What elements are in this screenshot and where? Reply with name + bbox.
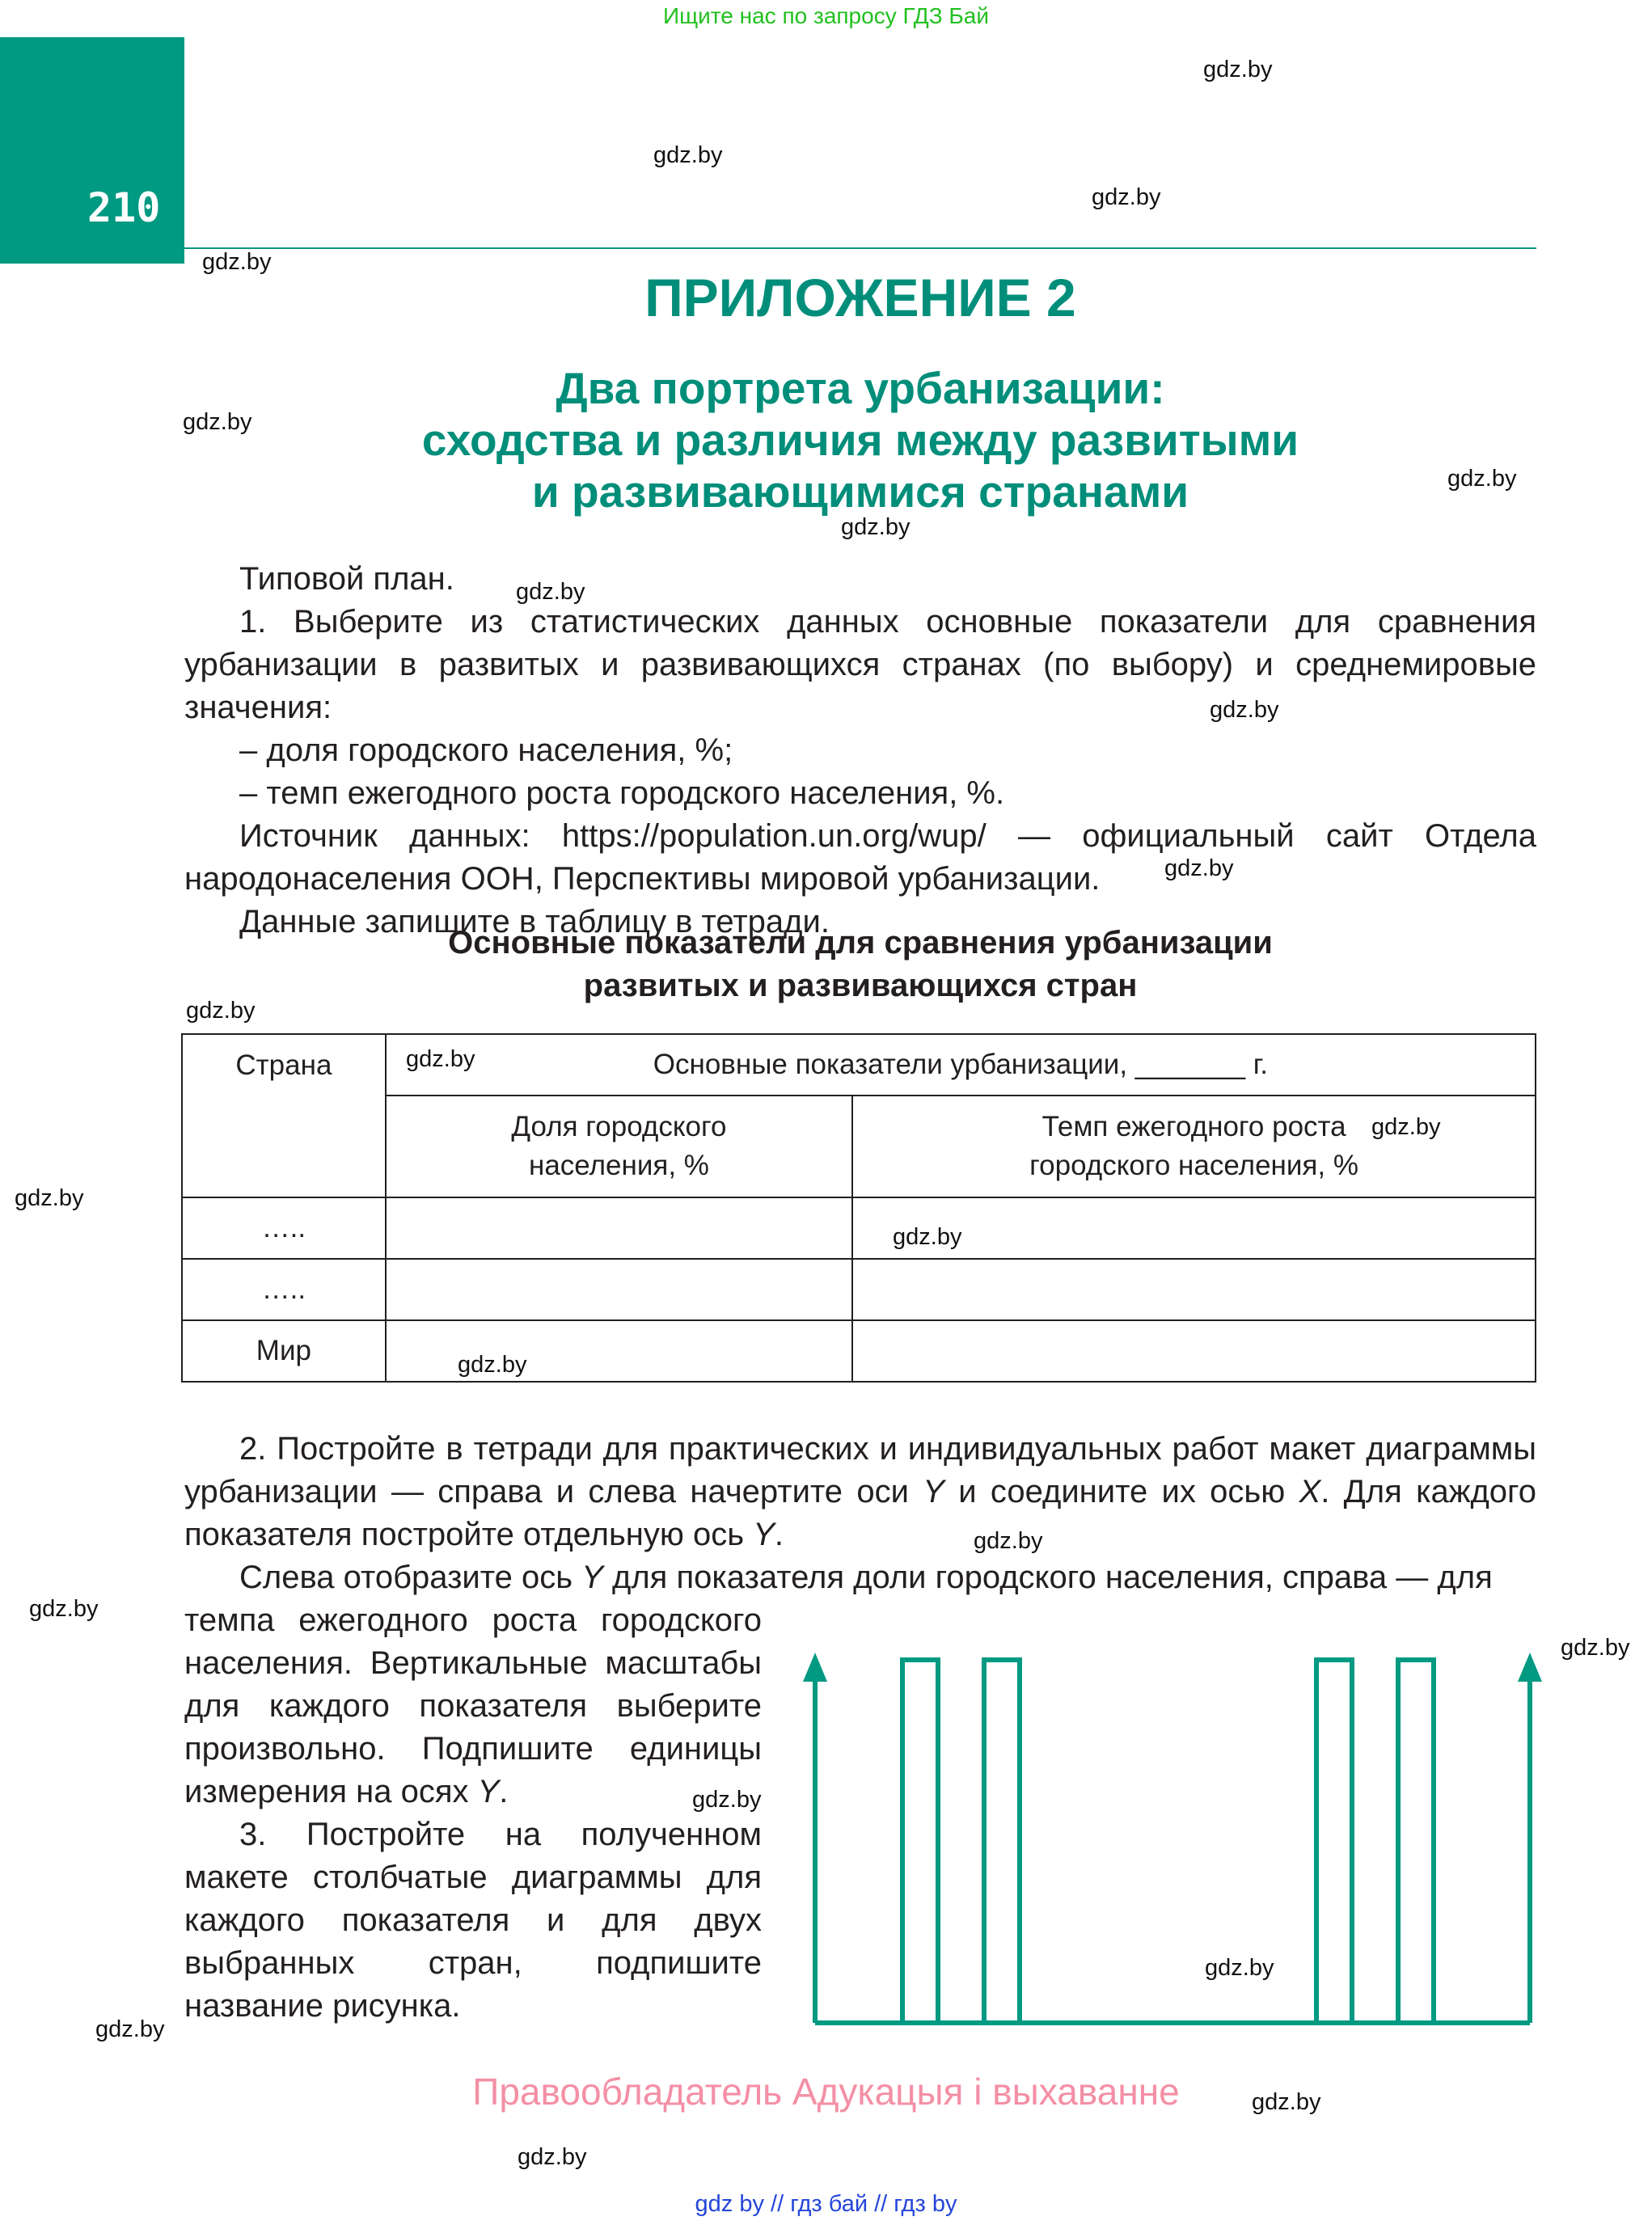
narrow-column — [184, 1599, 762, 2028]
watermark: gdz.by — [692, 1787, 762, 1813]
row-cell — [386, 1259, 852, 1320]
row-country: ….. — [182, 1197, 386, 1259]
step-2-continued: темпа ежегодного роста городского населения. Вертикальные масштабы для каждого показателя выберите произвольно. Подпишите единицы измерения на осях Y. — [184, 1602, 762, 1809]
header-urban-growth-line: городского населения, % — [1029, 1150, 1358, 1181]
write-instruction: Данные запишите в таблицу в тетради. — [239, 904, 830, 939]
step-1: 1. Выберите из статистических данных основные показатели для сравнения урбанизации в развитых и развивающихся странах (по выбору) и среднемировые значения: — [184, 604, 1536, 725]
subheading-line: и развивающимися странами — [531, 467, 1189, 517]
watermark: gdz.by — [1371, 1114, 1441, 1140]
header-rule — [184, 247, 1536, 249]
arrow-up-icon — [1518, 1653, 1542, 1682]
table-row — [182, 1259, 1536, 1320]
table-row — [182, 1320, 1536, 1382]
watermark: gdz.by — [202, 249, 272, 275]
watermark: gdz.by — [1092, 184, 1161, 210]
bar-outline — [984, 1660, 1020, 2023]
watermark: gdz.by — [406, 1046, 475, 1072]
watermark: gdz.by — [518, 2144, 587, 2170]
urbanization-table — [181, 1033, 1536, 1383]
watermark: gdz.by — [183, 409, 252, 435]
step-3: 3. Постройте на полученном макете столбчатые диаграммы для каждого показателя и для двух выбранных стран, подпишите название рисунка. — [184, 1817, 762, 2024]
watermark: gdz.by — [29, 1596, 99, 1622]
header-urban-growth-line: Темп ежегодного роста — [1041, 1111, 1346, 1142]
watermark: gdz.by — [974, 1528, 1043, 1554]
plan-label: Типовой план. — [239, 561, 454, 597]
table-caption-line: развитых и развивающихся стран — [583, 968, 1138, 1003]
watermark: gdz.by — [1203, 57, 1273, 82]
row-cell — [852, 1197, 1536, 1259]
row-country: Мир — [182, 1320, 386, 1382]
arrow-up-icon — [803, 1653, 827, 1682]
top-note[interactable]: Ищите нас по запросу ГДЗ Бай — [662, 3, 990, 28]
bullet-rate: – темп ежегодного роста городского населения, %. — [239, 775, 1005, 811]
row-country: ….. — [182, 1259, 386, 1320]
header-urban-share-line: Доля городского — [511, 1111, 727, 1142]
page-number: 210 — [87, 184, 161, 231]
row-cell — [852, 1259, 1536, 1320]
step-2-text — [184, 1428, 1536, 1599]
diagram-layout — [801, 1649, 1544, 2037]
watermark: gdz.by — [1210, 697, 1279, 723]
step-2-left-axis: Слева отобразите ось Y для показателя доли городского населения, справа — для — [239, 1560, 1493, 1595]
table-caption-line: Основные показатели для сравнения урбанизации — [448, 925, 1273, 961]
data-source: Источник данных: https://population.un.org/wup/ — официальный сайт Отдела народонаселения ООН, Перспективы мировой урбанизации. — [184, 818, 1536, 897]
watermark: gdz.by — [1164, 855, 1234, 881]
watermark: gdz.by — [1205, 1955, 1274, 1981]
step-2: 2. Постройте в тетради для практических и индивидуальных работ макет диаграммы урбанизации — справа и слева начертите оси Y и соедините их осью X. Для каждого показателя постройте отдельную ось Y. — [184, 1431, 1536, 1552]
header-urban-share — [386, 1096, 852, 1197]
subheading-line: Два портрета урбанизации: — [556, 363, 1165, 413]
plan-text — [184, 558, 1536, 944]
table-caption — [184, 922, 1536, 1007]
watermark: gdz.by — [1252, 2089, 1321, 2115]
watermark: gdz.by — [15, 1185, 84, 1211]
header-country: Страна — [182, 1034, 386, 1197]
watermark: gdz.by — [893, 1224, 962, 1250]
row-cell — [386, 1320, 852, 1382]
bar-outline — [1316, 1660, 1352, 2023]
watermark: gdz.by — [186, 998, 256, 1024]
row-cell — [852, 1320, 1536, 1382]
appendix-heading: ПРИЛОЖЕНИЕ 2 — [644, 268, 1076, 327]
watermark: gdz.by — [95, 2016, 165, 2042]
watermark: gdz.by — [1561, 1635, 1630, 1661]
row-cell — [386, 1197, 852, 1259]
copyright-footer: Правообладатель Адукацыя і выхаванне — [472, 2071, 1180, 2113]
header-urban-growth — [852, 1096, 1536, 1197]
bullet-share: – доля городского населения, %; — [239, 733, 733, 768]
subheading-line: сходства и различия между развитыми — [421, 415, 1299, 465]
watermark: gdz.by — [653, 142, 723, 168]
table-row — [182, 1197, 1536, 1259]
header-indicators: Основные показатели урбанизации, _______ г. — [386, 1034, 1536, 1096]
watermark: gdz.by — [516, 579, 585, 605]
header-urban-share-line: населения, % — [529, 1150, 709, 1181]
watermark: gdz.by — [841, 514, 911, 540]
bar-outline — [1398, 1660, 1434, 2023]
bar-outline — [902, 1660, 938, 2023]
watermark: gdz.by — [1447, 466, 1517, 492]
bottom-links[interactable]: gdz by // гдз бай // гдз by — [695, 2191, 957, 2217]
watermark: gdz.by — [458, 1352, 527, 1378]
appendix-subheading — [184, 362, 1536, 517]
